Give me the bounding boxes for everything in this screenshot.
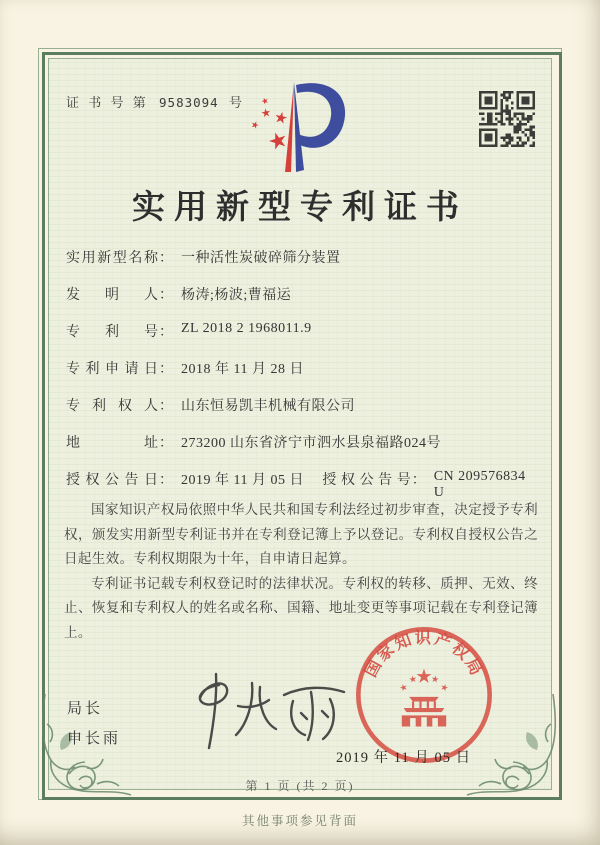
field-value: CN 209576834 U <box>433 469 526 500</box>
seal-date: 2019 年 11 月 05 日 <box>336 750 472 766</box>
field-grant-number <box>322 469 536 501</box>
field-colon: ： <box>159 436 173 451</box>
field-label: 实用新型名称 <box>66 251 158 266</box>
field-label: 授权公告号 <box>322 473 411 488</box>
field-colon: ： <box>159 362 173 377</box>
field-value: ZL 2018 2 1968011.9 <box>181 321 312 336</box>
director-name: 申长雨 <box>67 731 122 747</box>
field-colon: ： <box>159 288 173 303</box>
director-title: 局长 <box>67 701 104 717</box>
field-value: 一种活性炭破碎筛分装置 <box>181 251 341 266</box>
field-row-filing-date <box>66 358 536 395</box>
field-colon: ： <box>159 473 173 488</box>
field-row-patentee <box>66 395 536 432</box>
certificate-number-value: 9583094 <box>159 95 219 110</box>
field-colon: ： <box>159 251 173 266</box>
field-label: 地址 <box>66 436 158 451</box>
field-label: 专利权人 <box>66 399 158 414</box>
field-colon: ： <box>411 473 426 488</box>
field-colon: ： <box>159 325 173 340</box>
field-row-address <box>66 432 536 469</box>
qr-code <box>479 91 535 147</box>
field-value: 山东恒易凯丰机械有限公司 <box>181 399 355 414</box>
seal-text: 国家知识产权局 <box>362 630 486 681</box>
field-label: 专利号 <box>66 325 158 340</box>
field-row-inventor <box>66 284 536 321</box>
field-row-patent-number <box>66 321 536 358</box>
director-block <box>67 694 121 754</box>
legal-paragraph-2: 专利证书记载专利权登记时的法律状况。专利权的转移、质押、无效、终止、恢复和专利权人的姓名或名称、国籍、地址变更等事项记载在专利登记簿上。 <box>64 575 538 640</box>
national-emblem-icon <box>399 669 449 727</box>
cnipa-patent-logo-icon <box>228 72 374 180</box>
field-value: 2018 年 11 月 28 日 <box>181 362 304 377</box>
field-row-name <box>66 247 536 284</box>
reverse-side-note: 其他事项参见背面 <box>241 814 358 828</box>
field-label: 授权公告日 <box>66 473 158 488</box>
certificate-title: 实用新型专利证书 <box>132 190 468 226</box>
certificate-number-suffix: 号 <box>228 95 245 110</box>
field-label: 发明人 <box>66 288 158 303</box>
field-colon: ： <box>159 399 173 414</box>
field-label: 专利申请日 <box>66 362 158 377</box>
field-value: 2019 年 11 月 05 日 <box>181 473 304 488</box>
certificate-number <box>66 92 245 111</box>
certificate-number-prefix: 证 书 号 第 <box>66 95 149 110</box>
field-value: 273200 山东省济宁市泗水县泉福路024号 <box>181 436 441 451</box>
page-number: 第 1 页 (共 2 页) <box>245 779 355 793</box>
field-value: 杨涛;杨波;曹福运 <box>181 288 292 303</box>
director-signature-icon <box>172 668 362 756</box>
field-list <box>66 247 536 506</box>
legal-paragraph-1: 国家知识产权局依照中华人民共和国专利法经过初步审查，决定授予专利权，颁发实用新型专利证书并在专利登记簿上予以登记。专利权自授权公告之日起生效。专利权期限为十年，自申请日起算。 <box>64 502 538 567</box>
field-grant-date <box>66 469 322 501</box>
